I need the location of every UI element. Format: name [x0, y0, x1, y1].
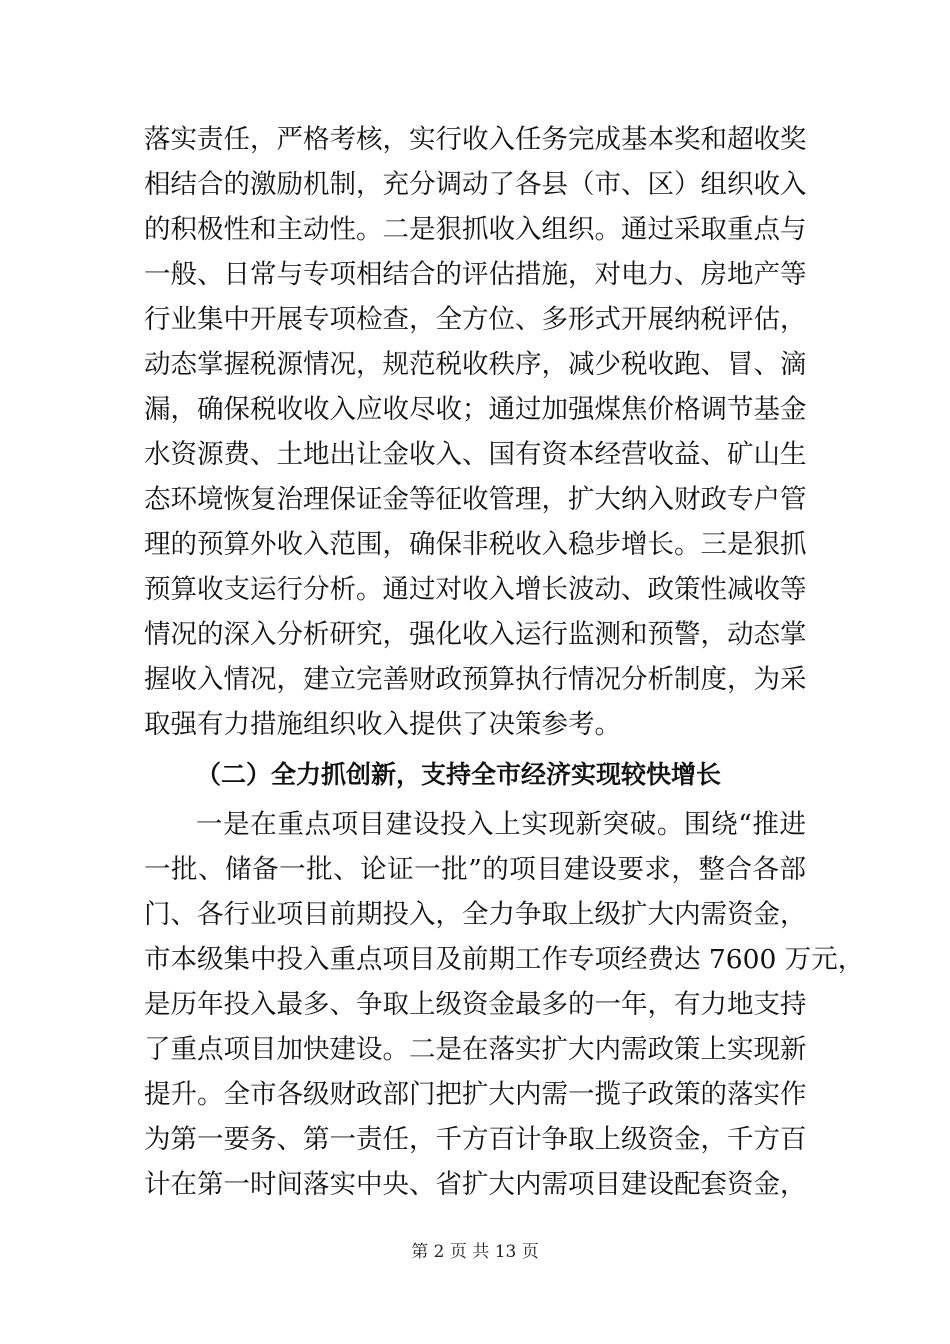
- text-line: 握收入情况，建立完善财政预算执行情况分析制度，为采: [144, 664, 807, 695]
- text-line: 落实责任，严格考核，实行收入任务完成基本奖和超收奖: [144, 124, 807, 155]
- text-line: 取强有力措施组织收入提供了决策参考。: [144, 709, 621, 740]
- page-number-footer: 第 2 页 共 13 页: [411, 1242, 539, 1262]
- text-line: 的积极性和主动性。二是狠抓收入组织。通过采取重点与: [144, 214, 807, 245]
- text-line: 动态掌握税源情况，规范税收秩序，减少税收跑、冒、滴: [144, 349, 807, 380]
- text-line: 计在第一时间落实中央、省扩大内需项目建设配套资金，: [144, 1169, 807, 1200]
- text-line: 相结合的激励机制，充分调动了各县（市、区）组织收入: [144, 169, 807, 200]
- text-line: 市本级集中投入重点项目及前期工作专项经费达 7600 万元，: [144, 944, 865, 975]
- text-line: 水资源费、土地出让金收入、国有资本经营收益、矿山生: [144, 439, 807, 470]
- text-line: 理的预算外收入范围，确保非税收入稳步增长。三是狠抓: [144, 529, 807, 560]
- text-line: 行业集中开展专项检查，全方位、多形式开展纳税评估，: [144, 304, 807, 335]
- text-line: 一是在重点项目建设投入上实现新突破。围绕“推进: [196, 809, 806, 840]
- text-line: 预算收支运行分析。通过对收入增长波动、政策性减收等: [144, 574, 807, 605]
- text-line: 提升。全市各级财政部门把扩大内需一揽子政策的落实作: [144, 1079, 807, 1110]
- text-line: 门、各行业项目前期投入，全力争取上级扩大内需资金，: [144, 899, 807, 930]
- section-heading: （二）全力抓创新，支持全市经济实现较快增长: [196, 760, 722, 789]
- text-line: 了重点项目加快建设。二是在落实扩大内需政策上实现新: [144, 1034, 807, 1065]
- text-line: 是历年投入最多、争取上级资金最多的一年，有力地支持: [144, 989, 807, 1020]
- text-line: 一般、日常与专项相结合的评估措施，对电力、房地产等: [144, 259, 807, 290]
- text-line: 一批、储备一批、论证一批”的项目建设要求，整合各部: [144, 854, 806, 885]
- text-line: 态环境恢复治理保证金等征收管理，扩大纳入财政专户管: [144, 484, 807, 515]
- text-line: 情况的深入分析研究，强化收入运行监测和预警，动态掌: [144, 619, 807, 650]
- text-line: 为第一要务、第一责任，千方百计争取上级资金，千方百: [144, 1124, 807, 1155]
- text-line: 漏，确保税收收入应收尽收；通过加强煤焦价格调节基金: [144, 394, 807, 425]
